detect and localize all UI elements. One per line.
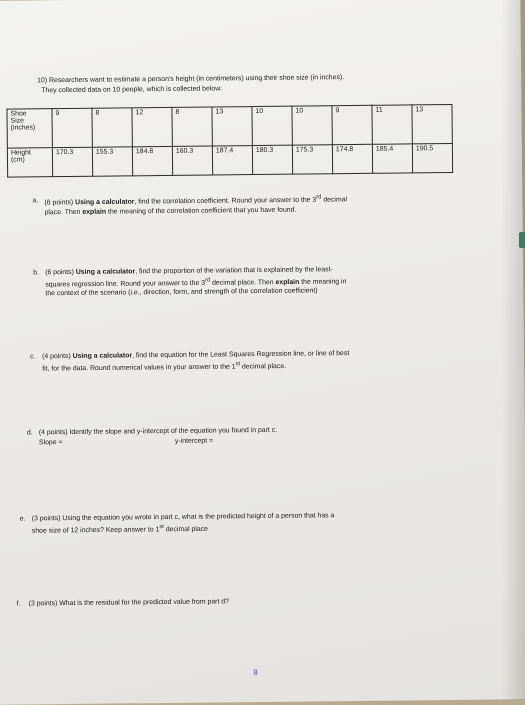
superscript: rd	[316, 194, 322, 201]
table-row-shoe-size	[7, 104, 452, 148]
question-text: decimal place	[163, 525, 209, 533]
question-d	[27, 424, 477, 448]
bold-text: explain	[82, 208, 107, 216]
points-text: (6 points)	[45, 268, 76, 277]
question-text: the meaning in	[299, 277, 347, 286]
bold-text: Using a calculator	[75, 268, 136, 276]
question-text: decimal place.	[240, 362, 287, 371]
question-label: d.	[26, 429, 33, 437]
question-text: (4 points) Identify the slope and y-intercept of the equation you found in part c.	[38, 426, 278, 437]
question-text: squares regression line. Round your answer to the 3	[45, 279, 206, 289]
question-text: (3 points) Using the equation you wrote in part c, what is the predicted height of a person that has a	[31, 512, 335, 523]
question-a	[32, 192, 462, 218]
question-label: f.	[16, 600, 21, 608]
table-cell: 10	[292, 106, 332, 145]
question-b	[33, 264, 473, 299]
y-intercept-label: y-intercept =	[174, 436, 214, 445]
question-text: , find the proportion of the variation that is explained by the least-	[135, 266, 333, 276]
problem-statement	[37, 72, 477, 96]
data-table	[6, 104, 453, 178]
table-cell: 9	[332, 105, 372, 144]
question-text: the meaning of the correlation coefficient that you have found.	[106, 206, 297, 216]
question-label: c.	[30, 353, 36, 361]
table-row-height	[7, 143, 452, 177]
slope-label: Slope =	[38, 438, 63, 446]
table-cell: 174.8	[332, 144, 372, 173]
question-text: decimal	[321, 196, 348, 204]
question-text: the context of the scenario (i.e., direction, form, and strength of the correlation coefficient)	[45, 287, 318, 298]
table-cell: 13	[212, 107, 252, 146]
question-label: e.	[19, 515, 26, 523]
table-cell: 184.8	[132, 146, 172, 175]
bold-text: Using a calculator	[75, 198, 135, 207]
question-text: decimal place. Then	[210, 278, 276, 287]
question-label: a.	[32, 197, 39, 205]
table-cell: 160.3	[172, 146, 212, 175]
table-cell: 12	[132, 107, 172, 146]
question-e	[20, 510, 490, 536]
edge-tab	[519, 232, 525, 248]
question-text: shoe size of 12 inches? Keep answer to 1	[31, 525, 160, 535]
table-cell: 175.3	[292, 145, 332, 174]
bold-text: Using a calculator	[72, 352, 133, 360]
points-text: (6 points)	[44, 199, 76, 207]
table-cell: 170.3	[52, 147, 92, 176]
question-f	[17, 595, 487, 609]
question-text: , find the equation for the Least Squares Regression line, or line of best	[132, 350, 350, 360]
question-text: , find the correlation coefficient. Round your answer to the 3	[134, 196, 317, 206]
page-number: 8	[253, 668, 258, 678]
table-cell: 155.3	[92, 147, 132, 176]
header-text: Size	[10, 117, 25, 125]
header-text: Height	[10, 149, 31, 157]
bold-text: explain	[275, 278, 300, 286]
table-cell: 9	[52, 108, 92, 147]
problem-line-1: 10) Researchers want to estimate a person's height (in centimeters) using their shoe size (in inches).	[37, 74, 345, 85]
shoe-size-header	[7, 109, 52, 148]
table-cell: 190.5	[412, 143, 452, 172]
table-cell: 13	[412, 104, 452, 143]
table-cell: 10	[252, 106, 292, 145]
superscript: st	[159, 523, 164, 530]
table-cell: 185.4	[372, 144, 412, 173]
header-text: Shoe	[10, 110, 27, 118]
table-cell: 180.3	[252, 145, 292, 174]
superscript: st	[235, 360, 241, 367]
height-header	[7, 148, 52, 177]
question-text: place. Then	[44, 208, 83, 217]
table-cell: 187.4	[212, 146, 252, 175]
table-cell: 8	[172, 107, 212, 146]
question-c	[30, 348, 480, 374]
header-text: (cm)	[10, 156, 25, 164]
table-cell: 11	[372, 105, 412, 144]
problem-line-2: They collected data on 10 people, which is collected below:	[41, 84, 223, 94]
question-text: fit, for the data. Round numerical values in your answer to the 1	[42, 363, 236, 373]
question-text: (3 points) What is the residual for the predicted value from part d?	[28, 598, 229, 608]
superscript: rd	[204, 277, 211, 284]
points-text: (4 points)	[42, 352, 73, 361]
table-cell: 8	[92, 108, 132, 147]
question-label: b.	[33, 269, 39, 277]
header-text: (inches)	[10, 124, 36, 132]
